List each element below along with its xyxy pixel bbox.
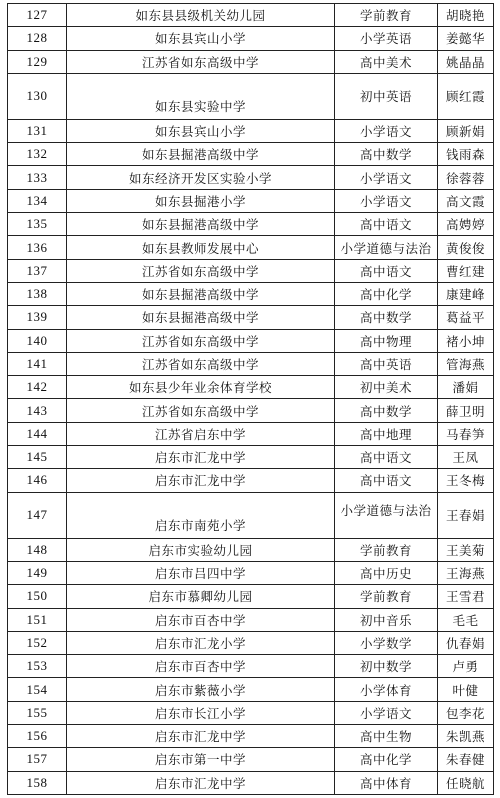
teacher-name-cell: 姜懿华 [438, 27, 494, 50]
subject-cell: 小学语文 [335, 189, 438, 212]
serial-number-cell: 152 [8, 631, 67, 654]
serial-number-cell: 138 [8, 282, 67, 305]
school-cell: 如东经济开发区实验小学 [67, 166, 335, 189]
teacher-name-cell: 褚小坤 [438, 329, 494, 352]
school-cell: 江苏省如东高级中学 [67, 50, 335, 73]
subject-cell: 小学语文 [335, 701, 438, 724]
school-cell: 如东县教师发展中心 [67, 236, 335, 259]
subject-cell: 学前教育 [335, 4, 438, 27]
subject-cell: 高中物理 [335, 329, 438, 352]
teacher-name-cell: 王冬梅 [438, 469, 494, 492]
serial-number-cell: 150 [8, 585, 67, 608]
serial-number-cell: 136 [8, 236, 67, 259]
subject-cell: 学前教育 [335, 585, 438, 608]
teacher-name-cell: 潘娟 [438, 376, 494, 399]
table-row [8, 329, 494, 352]
serial-number-cell: 156 [8, 725, 67, 748]
school-cell: 江苏省如东高级中学 [67, 399, 335, 422]
table-row [8, 50, 494, 73]
serial-number-cell: 130 [8, 73, 67, 119]
teacher-name-cell: 朱春健 [438, 748, 494, 771]
school-cell: 如东县少年业余体育学校 [67, 376, 335, 399]
table-row [8, 119, 494, 142]
table-row [8, 166, 494, 189]
serial-number-cell: 143 [8, 399, 67, 422]
teacher-name-cell: 胡晓艳 [438, 4, 494, 27]
subject-cell: 高中英语 [335, 352, 438, 375]
serial-number-cell: 155 [8, 701, 67, 724]
table-row [8, 631, 494, 654]
table-row [8, 213, 494, 236]
subject-cell: 高中语文 [335, 469, 438, 492]
serial-number-cell: 133 [8, 166, 67, 189]
table-row [8, 748, 494, 771]
subject-cell: 高中语文 [335, 446, 438, 469]
table-row [8, 236, 494, 259]
school-cell: 启东市百杏中学 [67, 655, 335, 678]
table-row [8, 4, 494, 27]
subject-cell: 小学英语 [335, 27, 438, 50]
teacher-name-cell: 王美菊 [438, 538, 494, 561]
subject-cell: 高中数学 [335, 306, 438, 329]
subject-cell: 初中英语 [335, 73, 438, 119]
teacher-name-cell: 顾新娟 [438, 119, 494, 142]
teacher-name-cell: 钱雨森 [438, 143, 494, 166]
roster-sheet [7, 3, 494, 795]
table-row [8, 469, 494, 492]
subject-cell: 初中美术 [335, 376, 438, 399]
teacher-name-cell: 任晓航 [438, 771, 494, 794]
table-row [8, 538, 494, 561]
serial-number-cell: 134 [8, 189, 67, 212]
teacher-name-cell: 薛卫明 [438, 399, 494, 422]
subject-cell: 高中语文 [335, 213, 438, 236]
school-cell: 启东市汇龙中学 [67, 725, 335, 748]
teacher-name-cell: 姚晶晶 [438, 50, 494, 73]
teacher-name-cell: 康建峰 [438, 282, 494, 305]
school-cell: 启东市汇龙中学 [67, 469, 335, 492]
teacher-name-cell: 卢勇 [438, 655, 494, 678]
school-cell: 如东县掘港小学 [67, 189, 335, 212]
teacher-name-cell: 王春娟 [438, 492, 494, 538]
school-cell: 启东市紫薇小学 [67, 678, 335, 701]
table-row [8, 282, 494, 305]
teacher-name-cell: 徐蓉蓉 [438, 166, 494, 189]
subject-cell: 高中化学 [335, 748, 438, 771]
school-cell: 启东市汇龙中学 [67, 771, 335, 794]
subject-cell: 高中数学 [335, 399, 438, 422]
subject-cell: 小学道德与法治 [335, 236, 438, 259]
table-row [8, 27, 494, 50]
school-cell: 启东市长江小学 [67, 701, 335, 724]
school-cell: 江苏省如东高级中学 [67, 329, 335, 352]
teacher-name-cell: 顾红霞 [438, 73, 494, 119]
school-cell: 启东市实验幼儿园 [67, 538, 335, 561]
school-cell: 如东县宾山小学 [67, 119, 335, 142]
subject-cell: 高中化学 [335, 282, 438, 305]
teacher-name-cell: 包李花 [438, 701, 494, 724]
subject-cell: 高中语文 [335, 259, 438, 282]
subject-cell: 高中地理 [335, 422, 438, 445]
teacher-roster-table [7, 3, 494, 795]
table-row [8, 259, 494, 282]
serial-number-cell: 137 [8, 259, 67, 282]
school-cell: 启东市第一中学 [67, 748, 335, 771]
table-row [8, 376, 494, 399]
table-row [8, 399, 494, 422]
teacher-name-cell: 仇春娟 [438, 631, 494, 654]
subject-cell: 小学语文 [335, 166, 438, 189]
subject-cell: 小学道德与法治 [335, 492, 438, 538]
subject-cell: 高中美术 [335, 50, 438, 73]
table-row [8, 701, 494, 724]
table-row [8, 561, 494, 584]
table-row [8, 73, 494, 119]
teacher-name-cell: 曹红建 [438, 259, 494, 282]
table-row [8, 655, 494, 678]
serial-number-cell: 140 [8, 329, 67, 352]
subject-cell: 小学体育 [335, 678, 438, 701]
subject-cell: 高中体育 [335, 771, 438, 794]
serial-number-cell: 131 [8, 119, 67, 142]
subject-cell: 初中数学 [335, 655, 438, 678]
serial-number-cell: 128 [8, 27, 67, 50]
school-cell: 如东县县级机关幼儿园 [67, 4, 335, 27]
table-row [8, 492, 494, 538]
school-cell: 如东县掘港高级中学 [67, 282, 335, 305]
school-cell: 启东市吕四中学 [67, 561, 335, 584]
school-cell: 启东市汇龙中学 [67, 446, 335, 469]
table-row [8, 189, 494, 212]
teacher-name-cell: 朱凯燕 [438, 725, 494, 748]
subject-cell: 小学语文 [335, 119, 438, 142]
table-row [8, 771, 494, 794]
serial-number-cell: 151 [8, 608, 67, 631]
school-cell: 如东县掘港高级中学 [67, 306, 335, 329]
serial-number-cell: 141 [8, 352, 67, 375]
table-row [8, 352, 494, 375]
school-cell: 如东县宾山小学 [67, 27, 335, 50]
subject-cell: 初中音乐 [335, 608, 438, 631]
school-cell: 江苏省启东中学 [67, 422, 335, 445]
serial-number-cell: 132 [8, 143, 67, 166]
serial-number-cell: 147 [8, 492, 67, 538]
serial-number-cell: 158 [8, 771, 67, 794]
serial-number-cell: 146 [8, 469, 67, 492]
serial-number-cell: 135 [8, 213, 67, 236]
school-cell: 江苏省如东高级中学 [67, 352, 335, 375]
teacher-name-cell: 黄俊俊 [438, 236, 494, 259]
serial-number-cell: 149 [8, 561, 67, 584]
teacher-name-cell: 高文霞 [438, 189, 494, 212]
teacher-name-cell: 葛益平 [438, 306, 494, 329]
school-cell: 如东县实验中学 [67, 73, 335, 119]
table-row [8, 306, 494, 329]
serial-number-cell: 145 [8, 446, 67, 469]
serial-number-cell: 142 [8, 376, 67, 399]
table-row [8, 143, 494, 166]
teacher-name-cell: 高娉婷 [438, 213, 494, 236]
roster-body [8, 4, 494, 795]
teacher-name-cell: 王海燕 [438, 561, 494, 584]
serial-number-cell: 127 [8, 4, 67, 27]
serial-number-cell: 139 [8, 306, 67, 329]
subject-cell: 高中数学 [335, 143, 438, 166]
school-cell: 江苏省如东高级中学 [67, 259, 335, 282]
school-cell: 启东市百杏中学 [67, 608, 335, 631]
teacher-name-cell: 王雪君 [438, 585, 494, 608]
table-row [8, 585, 494, 608]
serial-number-cell: 148 [8, 538, 67, 561]
teacher-name-cell: 王凤 [438, 446, 494, 469]
school-cell: 启东市汇龙小学 [67, 631, 335, 654]
teacher-name-cell: 毛毛 [438, 608, 494, 631]
subject-cell: 高中生物 [335, 725, 438, 748]
subject-cell: 小学数学 [335, 631, 438, 654]
subject-cell: 学前教育 [335, 538, 438, 561]
teacher-name-cell: 马春笋 [438, 422, 494, 445]
school-cell: 如东县掘港高级中学 [67, 213, 335, 236]
table-row [8, 725, 494, 748]
teacher-name-cell: 管海燕 [438, 352, 494, 375]
table-row [8, 422, 494, 445]
subject-cell: 高中历史 [335, 561, 438, 584]
table-row [8, 446, 494, 469]
school-cell: 启东市慕卿幼儿园 [67, 585, 335, 608]
serial-number-cell: 129 [8, 50, 67, 73]
table-row [8, 678, 494, 701]
serial-number-cell: 153 [8, 655, 67, 678]
serial-number-cell: 154 [8, 678, 67, 701]
serial-number-cell: 144 [8, 422, 67, 445]
teacher-name-cell: 叶健 [438, 678, 494, 701]
school-cell: 如东县掘港高级中学 [67, 143, 335, 166]
table-row [8, 608, 494, 631]
serial-number-cell: 157 [8, 748, 67, 771]
school-cell: 启东市南苑小学 [67, 492, 335, 538]
